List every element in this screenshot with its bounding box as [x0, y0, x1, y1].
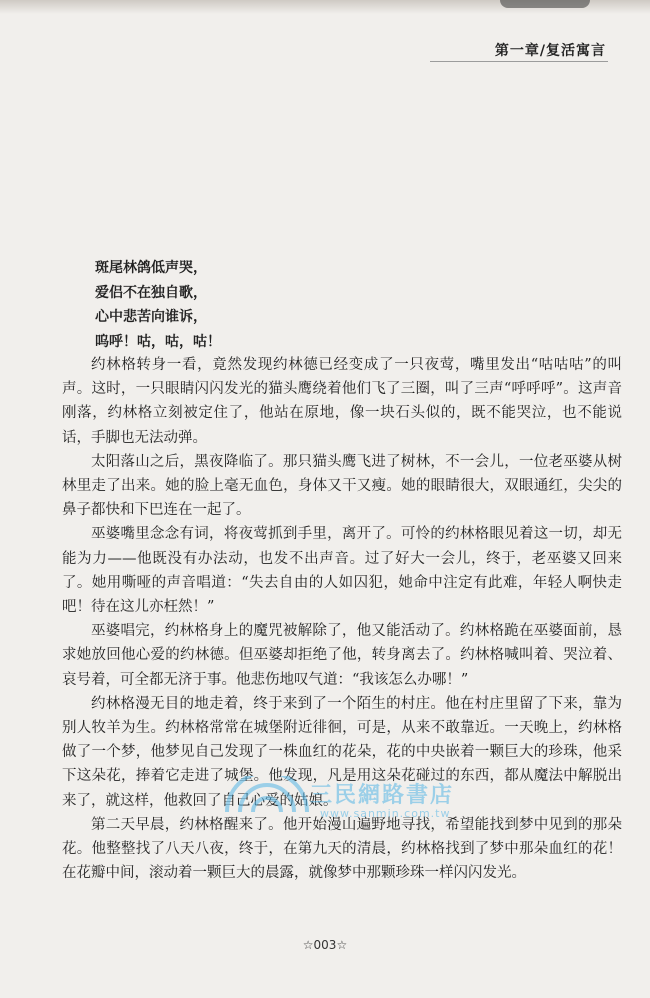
paragraph: 巫婆唱完，约林格身上的魔咒被解除了，他又能活动了。约林格跪在巫婆面前，恳求她放回他心爱的约林德。但巫婆却拒绝了他，转身离去了。约林格喊叫着、哭泣着、哀号着，可全都无济于事。他悲伤地叹气道：“我该怎么办哪！”: [62, 623, 622, 688]
paragraph: 第二天早晨，约林格醒来了。他开始漫山遍野地寻找，希望能找到梦中见到的那朵花。他整整找了八天八夜，终于，在第九天的清晨，约林格找到了梦中那朵血红的花！在花瓣中间，滚动着一颗巨大的晨露，就像梦中那颗珍珠一样闪闪发光。: [62, 816, 622, 882]
poem-line: 心中悲苦向谁诉，: [95, 309, 207, 325]
page-number: ☆003☆: [302, 938, 348, 952]
story-body: [62, 353, 622, 885]
paragraph: 约林格转身一看，竟然发现约林德已经变成了一只夜莺，嘴里发出“咕咕咕”的叫声。这时，一只眼睛闪闪发光的猫头鹰绕着他们飞了三圈，叫了三声“呼呼呼”。这声音刚落，约林格立刻被定住了，他站在原地，像一块石头似的，既不能哭泣，也不能说话，手脚也无法动弹。: [62, 357, 622, 446]
chapter-running-head: 第一章/复活寓言: [494, 43, 606, 59]
poem-line: 呜呼！咕，咕，咕！: [95, 333, 221, 350]
scan-shadow: [500, 0, 590, 8]
paragraph: 巫婆嘴里念念有词，将夜莺抓到手里，离开了。可怜的约林格眼见着这一切，却无能为力——他既没有办法动，也发不出声音。过了好大一会儿，终于，老巫婆又回来了。她用嘶哑的声音唱道：“失去自由的人如囚犯，她命中注定有此难，年轻人啊快走吧！待在这儿亦枉然！”: [62, 526, 622, 616]
poem-block: [95, 256, 221, 354]
poem-line: 斑尾林鸽低声哭，: [95, 260, 207, 276]
paragraph: 太阳落山之后，黑夜降临了。那只猫头鹰飞进了树林，不一会儿，一位老巫婆从树林里走了出来。她的脸上毫无血色，身体又干又瘦。她的眼睛很大，双眼通红，尖尖的鼻子都快和下巴连在一起了。: [62, 453, 622, 519]
watermark-title: 三民網路書店: [310, 783, 455, 808]
header-rule: [430, 61, 608, 62]
poem-line: 爱侣不在独自歌，: [95, 284, 207, 301]
watermark-url: www.sanmin.com.tw: [320, 807, 451, 820]
paragraph: 约林格漫无目的地走着，终于来到了一个陌生的村庄。他在村庄里留了下来，靠为别人牧羊为生。约林格常常在城堡附近徘徊，可是，从来不敢靠近。一天晚上，约林格做了一个梦，他梦见自己发现了一株血红的花朵，花的中央嵌着一颗巨大的珍珠，他采下这朵花，捧着它走进了城堡。他发现，凡是用这朵花碰过的东西，都从魔法中解脱出来了，就这样，他救回了自己心爱的姑娘。: [62, 695, 622, 809]
